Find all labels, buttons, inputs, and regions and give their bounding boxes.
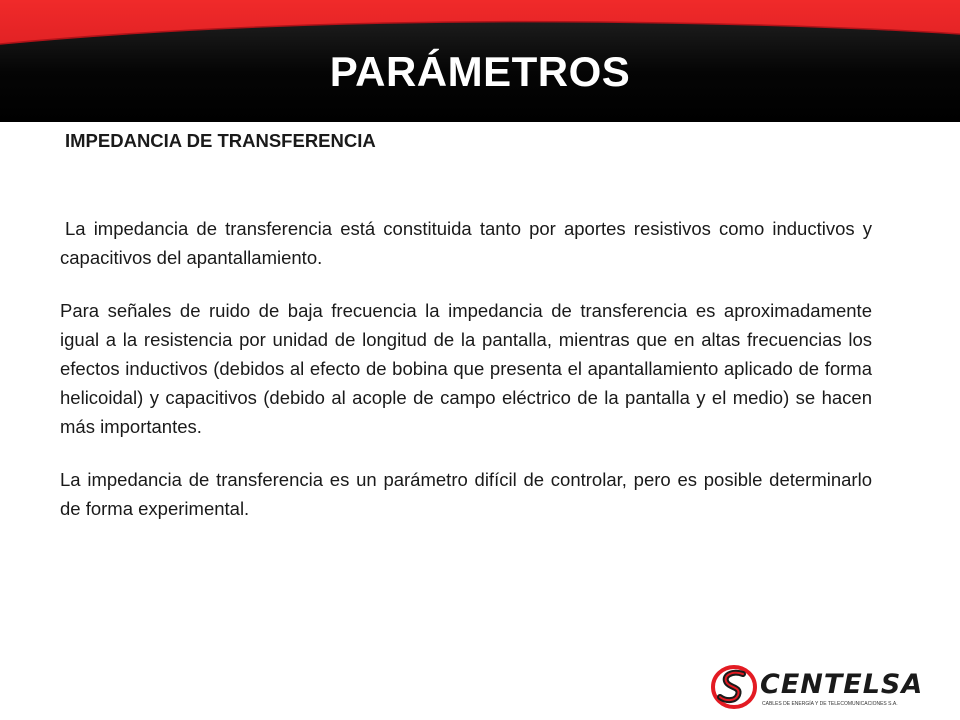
paragraph: La impedancia de transferencia está constituida tanto por aportes resistivos como inductivos y capacitivos del apantallamiento. bbox=[60, 218, 872, 268]
title-banner bbox=[0, 0, 960, 122]
slide-title: PARÁMETROS bbox=[329, 48, 631, 95]
centelsa-logo-icon bbox=[710, 664, 758, 710]
logo-wordmark: CENTELSA bbox=[760, 669, 924, 700]
body-text bbox=[60, 214, 872, 547]
section-heading: IMPEDANCIA DE TRANSFERENCIA bbox=[65, 130, 376, 151]
paragraph: Para señales de ruido de baja frecuencia la impedancia de transferencia es aproximadamente igual a la resistencia por unidad de longitud de la pantalla, mientras que en altas frecuencias los efectos inductivos (debidos al efecto de bobina que presenta el apantallamiento aplicado de forma helicoidal) y capacitivos (debido al acople de campo eléctrico de la pantalla y el medio) se hacen más importantes. bbox=[60, 300, 872, 437]
logo-tagline: CABLES DE ENERGÍA Y DE TELECOMUNICACIONES S.A. bbox=[762, 701, 898, 707]
company-logo bbox=[710, 664, 924, 714]
paragraph: La impedancia de transferencia es un parámetro difícil de controlar, pero es posible determinarlo de forma experimental. bbox=[60, 469, 872, 519]
